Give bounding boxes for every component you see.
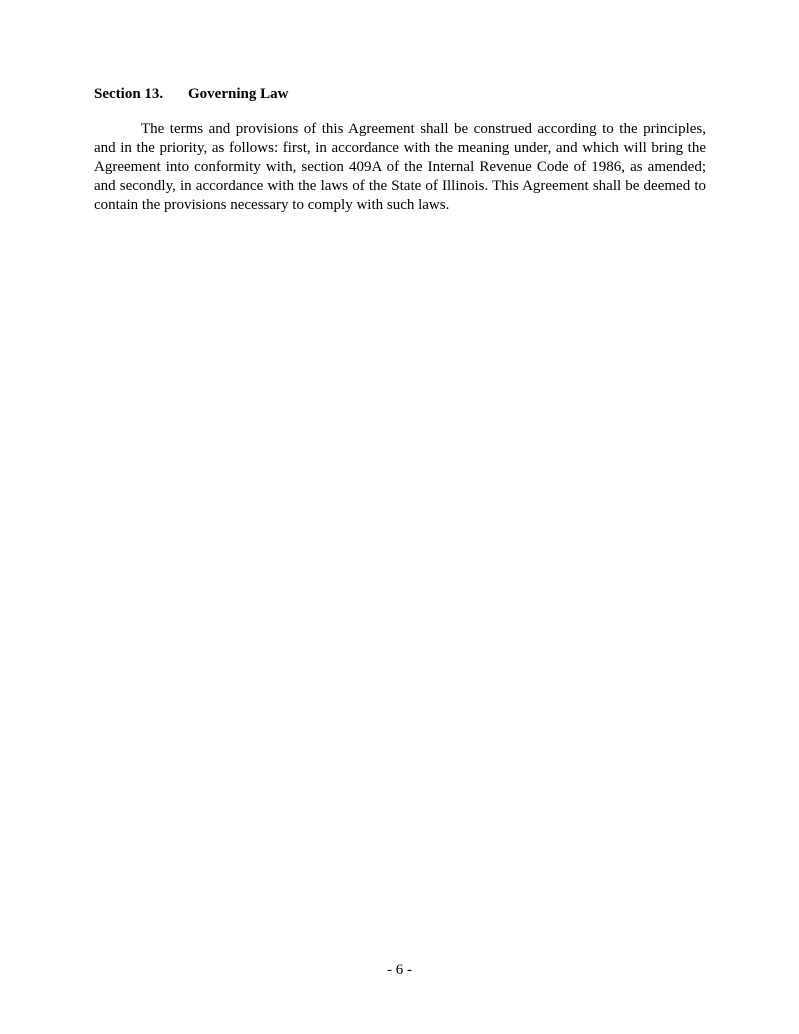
section-number: Section 13. (94, 86, 164, 102)
section-heading (94, 84, 288, 104)
body-paragraph: The terms and provisions of this Agreement shall be construed according to the principles, and in the priority, as follows: first, in accordance with the meaning under, and which will bring the Agreement into conformity with, section 409A of the Internal Revenue Code of 1986, as amended; and secondly, in accordance with the laws of the State of Illinois. This Agreement shall be deemed to contain the provisions necessary to comply with such laws. (94, 121, 706, 213)
section-title: Governing Law (188, 86, 289, 102)
page-number: - 6 - (387, 962, 412, 978)
